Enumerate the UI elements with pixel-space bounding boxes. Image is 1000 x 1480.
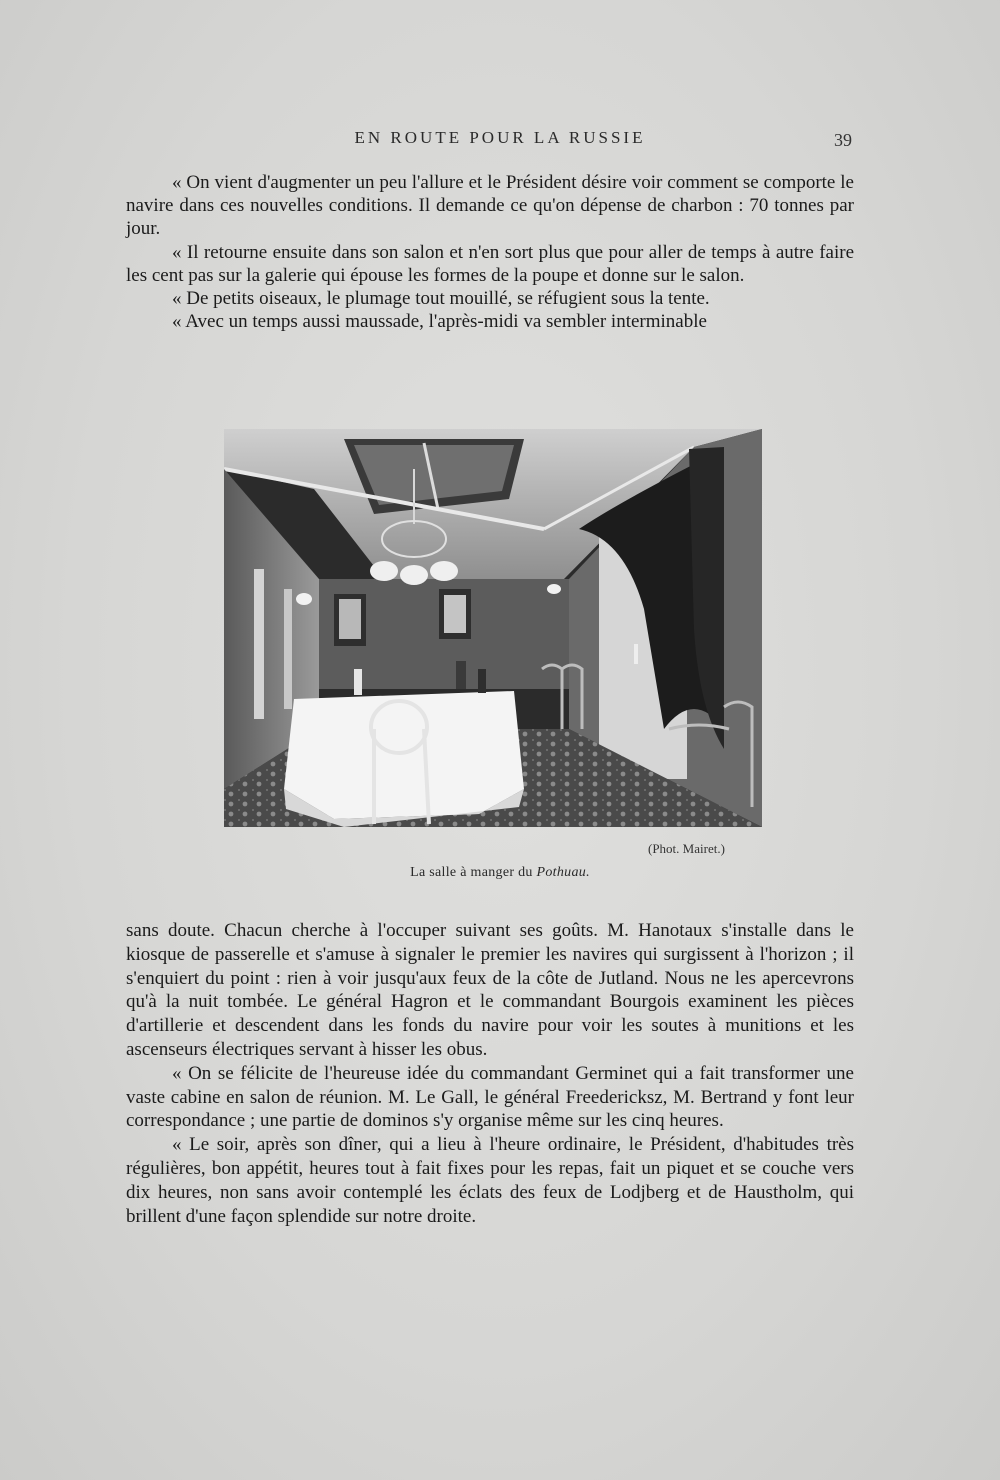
- dining-room-photograph: [224, 429, 762, 827]
- page-number: 39: [834, 130, 852, 150]
- running-head: [0, 128, 1000, 152]
- upper-text-block: [126, 171, 854, 333]
- paragraph: sans doute. Chacun cherche à l'occuper suivant ses goûts. M. Hanotaux s'installe dans le kiosque de passerelle et s'amuse à signaler le premier les navires qui surgissent à l'horizon ; il s'enquiert du point : rien à voir jusqu'aux feux de la côte de Jutland. Nous ne les apercevrons qu'à la nuit tombée. Le général Hagron et le commandant Bourgois examinent les pièces d'artillerie et descendent dans les fonds du navire pour voir les soutes à munitions et les ascenseurs électriques servant à hisser les obus.: [126, 920, 854, 1060]
- caption-text: La salle à manger du: [410, 865, 537, 880]
- paragraph: « Il retourne ensuite dans son salon et n'en sort plus que pour aller de temps à autre faire les cent pas sur la galerie qui épouse les formes de la poupe et donne sur le salon.: [126, 241, 854, 286]
- caption-ship-name: Pothuau.: [536, 865, 590, 880]
- paragraph: « Avec un temps aussi maussade, l'après-midi va sembler interminable: [172, 311, 707, 333]
- paragraph: « Le soir, après son dîner, qui a lieu à l'heure ordinaire, le Président, d'habitudes très régulières, bon appétit, heures tout à fait fixes pour les repas, fait un piquet et se couche vers dix heures, non sans avoir contemplé les éclats des feux de Lodjberg et de Haustholm, qui brillent d'une façon splendide sur notre droite.: [126, 1134, 854, 1227]
- running-title: EN ROUTE POUR LA RUSSIE: [354, 128, 646, 147]
- figure-caption: [0, 865, 1000, 881]
- paragraph: « De petits oiseaux, le plumage tout mouillé, se réfugient sous la tente.: [172, 288, 710, 310]
- lower-text-block: [126, 919, 854, 1228]
- paragraph: « On vient d'augmenter un peu l'allure et le Président désire voir comment se comporte le navire dans ces nouvelles conditions. Il demande ce qu'on dépense de charbon : 70 tonnes par jour.: [126, 172, 854, 240]
- photo-credit: (Phot. Mairet.): [648, 841, 725, 856]
- paragraph: « On se félicite de l'heureuse idée du commandant Germinet qui a fait transformer une vaste cabine en salon de réunion. M. Le Gall, le général Freedericksz, M. Bertrand y font leur correspondance ; une partie de dominos s'y organise même sur les cinq heures.: [126, 1062, 854, 1132]
